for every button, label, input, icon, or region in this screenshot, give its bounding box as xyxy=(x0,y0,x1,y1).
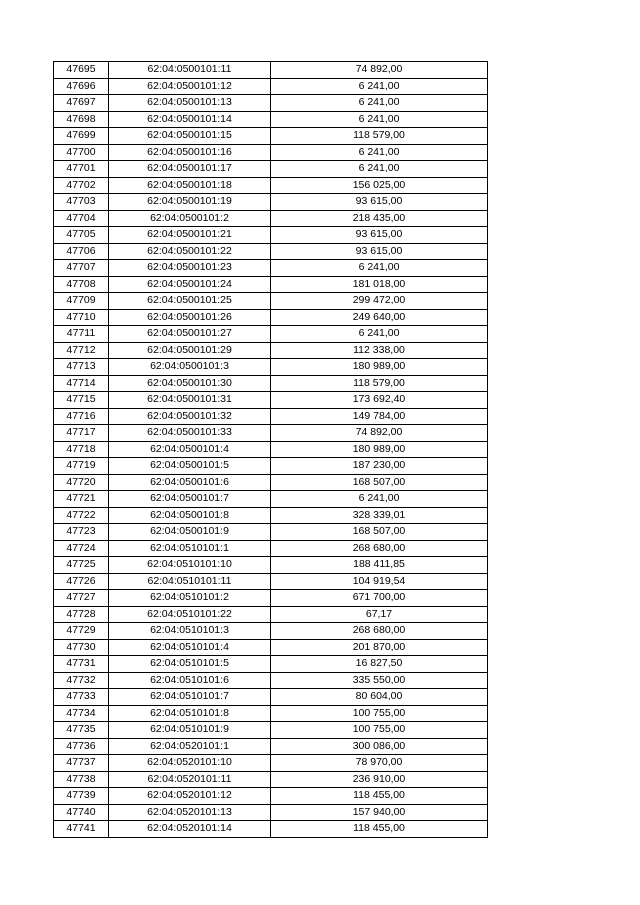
cadastral-number-cell: 62:04:0510101:10 xyxy=(109,557,271,574)
cadastral-number-cell: 62:04:0510101:2 xyxy=(109,590,271,607)
row-number-cell: 47727 xyxy=(54,590,109,607)
cadastral-number-cell: 62:04:0510101:6 xyxy=(109,672,271,689)
cadastral-number-cell: 62:04:0510101:22 xyxy=(109,606,271,623)
cadastral-value-cell: 299 472,00 xyxy=(271,293,488,310)
table-row xyxy=(54,62,488,79)
table-row xyxy=(54,788,488,805)
cadastral-value-cell: 236 910,00 xyxy=(271,771,488,788)
row-number-cell: 47713 xyxy=(54,359,109,376)
table-row xyxy=(54,557,488,574)
cadastral-value-cell: 335 550,00 xyxy=(271,672,488,689)
cadastral-number-cell: 62:04:0500101:23 xyxy=(109,260,271,277)
cadastral-number-cell: 62:04:0500101:6 xyxy=(109,474,271,491)
table-row xyxy=(54,738,488,755)
cadastral-value-table xyxy=(53,61,488,838)
row-number-cell: 47711 xyxy=(54,326,109,343)
table-row xyxy=(54,210,488,227)
table-body xyxy=(54,62,488,838)
row-number-cell: 47710 xyxy=(54,309,109,326)
row-number-cell: 47707 xyxy=(54,260,109,277)
row-number-cell: 47737 xyxy=(54,755,109,772)
table-row xyxy=(54,128,488,145)
cadastral-value-cell: 249 640,00 xyxy=(271,309,488,326)
row-number-cell: 47715 xyxy=(54,392,109,409)
table-row xyxy=(54,804,488,821)
cadastral-value-cell: 187 230,00 xyxy=(271,458,488,475)
cadastral-number-cell: 62:04:0500101:16 xyxy=(109,144,271,161)
cadastral-value-cell: 268 680,00 xyxy=(271,540,488,557)
table-row xyxy=(54,623,488,640)
cadastral-number-cell: 62:04:0500101:4 xyxy=(109,441,271,458)
cadastral-value-cell: 118 455,00 xyxy=(271,788,488,805)
cadastral-number-cell: 62:04:0510101:3 xyxy=(109,623,271,640)
row-number-cell: 47695 xyxy=(54,62,109,79)
cadastral-number-cell: 62:04:0510101:11 xyxy=(109,573,271,590)
cadastral-value-cell: 6 241,00 xyxy=(271,95,488,112)
cadastral-number-cell: 62:04:0500101:18 xyxy=(109,177,271,194)
row-number-cell: 47705 xyxy=(54,227,109,244)
cadastral-value-cell: 93 615,00 xyxy=(271,243,488,260)
row-number-cell: 47729 xyxy=(54,623,109,640)
row-number-cell: 47709 xyxy=(54,293,109,310)
table-row xyxy=(54,177,488,194)
row-number-cell: 47733 xyxy=(54,689,109,706)
table-row xyxy=(54,392,488,409)
cadastral-value-cell: 78 970,00 xyxy=(271,755,488,772)
cadastral-number-cell: 62:04:0500101:32 xyxy=(109,408,271,425)
row-number-cell: 47735 xyxy=(54,722,109,739)
cadastral-number-cell: 62:04:0500101:14 xyxy=(109,111,271,128)
cadastral-number-cell: 62:04:0500101:27 xyxy=(109,326,271,343)
table-row xyxy=(54,689,488,706)
row-number-cell: 47725 xyxy=(54,557,109,574)
table-row xyxy=(54,95,488,112)
cadastral-value-cell: 156 025,00 xyxy=(271,177,488,194)
cadastral-value-cell: 93 615,00 xyxy=(271,194,488,211)
row-number-cell: 47712 xyxy=(54,342,109,359)
table-row xyxy=(54,111,488,128)
cadastral-value-cell: 6 241,00 xyxy=(271,260,488,277)
cadastral-number-cell: 62:04:0510101:8 xyxy=(109,705,271,722)
cadastral-number-cell: 62:04:0500101:31 xyxy=(109,392,271,409)
row-number-cell: 47701 xyxy=(54,161,109,178)
cadastral-number-cell: 62:04:0520101:13 xyxy=(109,804,271,821)
cadastral-number-cell: 62:04:0520101:11 xyxy=(109,771,271,788)
table-row xyxy=(54,458,488,475)
cadastral-number-cell: 62:04:0510101:4 xyxy=(109,639,271,656)
row-number-cell: 47700 xyxy=(54,144,109,161)
row-number-cell: 47714 xyxy=(54,375,109,392)
row-number-cell: 47717 xyxy=(54,425,109,442)
cadastral-number-cell: 62:04:0500101:19 xyxy=(109,194,271,211)
cadastral-number-cell: 62:04:0500101:12 xyxy=(109,78,271,95)
cadastral-value-cell: 168 507,00 xyxy=(271,474,488,491)
table-row xyxy=(54,161,488,178)
cadastral-number-cell: 62:04:0500101:21 xyxy=(109,227,271,244)
table-row xyxy=(54,78,488,95)
row-number-cell: 47732 xyxy=(54,672,109,689)
cadastral-number-cell: 62:04:0510101:9 xyxy=(109,722,271,739)
table-row xyxy=(54,474,488,491)
table-row xyxy=(54,359,488,376)
cadastral-value-cell: 104 919,54 xyxy=(271,573,488,590)
cadastral-number-cell: 62:04:0520101:10 xyxy=(109,755,271,772)
row-number-cell: 47704 xyxy=(54,210,109,227)
row-number-cell: 47706 xyxy=(54,243,109,260)
cadastral-value-cell: 6 241,00 xyxy=(271,111,488,128)
cadastral-number-cell: 62:04:0500101:9 xyxy=(109,524,271,541)
cadastral-number-cell: 62:04:0500101:25 xyxy=(109,293,271,310)
cadastral-value-cell: 328 339,01 xyxy=(271,507,488,524)
cadastral-value-cell: 300 086,00 xyxy=(271,738,488,755)
row-number-cell: 47730 xyxy=(54,639,109,656)
cadastral-value-cell: 201 870,00 xyxy=(271,639,488,656)
cadastral-value-cell: 93 615,00 xyxy=(271,227,488,244)
row-number-cell: 47696 xyxy=(54,78,109,95)
row-number-cell: 47724 xyxy=(54,540,109,557)
cadastral-value-cell: 173 692,40 xyxy=(271,392,488,409)
cadastral-number-cell: 62:04:0500101:7 xyxy=(109,491,271,508)
table-row xyxy=(54,821,488,838)
table-row xyxy=(54,524,488,541)
row-number-cell: 47697 xyxy=(54,95,109,112)
row-number-cell: 47708 xyxy=(54,276,109,293)
table-row xyxy=(54,722,488,739)
row-number-cell: 47720 xyxy=(54,474,109,491)
cadastral-value-cell: 118 579,00 xyxy=(271,128,488,145)
row-number-cell: 47702 xyxy=(54,177,109,194)
cadastral-number-cell: 62:04:0500101:2 xyxy=(109,210,271,227)
row-number-cell: 47738 xyxy=(54,771,109,788)
row-number-cell: 47719 xyxy=(54,458,109,475)
cadastral-value-cell: 671 700,00 xyxy=(271,590,488,607)
cadastral-number-cell: 62:04:0500101:15 xyxy=(109,128,271,145)
table-row xyxy=(54,639,488,656)
table-row xyxy=(54,326,488,343)
document-page xyxy=(53,61,487,838)
row-number-cell: 47703 xyxy=(54,194,109,211)
table-row xyxy=(54,243,488,260)
cadastral-value-cell: 6 241,00 xyxy=(271,491,488,508)
cadastral-value-cell: 67,17 xyxy=(271,606,488,623)
cadastral-value-cell: 74 892,00 xyxy=(271,62,488,79)
cadastral-number-cell: 62:04:0500101:26 xyxy=(109,309,271,326)
cadastral-number-cell: 62:04:0520101:1 xyxy=(109,738,271,755)
table-row xyxy=(54,293,488,310)
cadastral-value-cell: 118 455,00 xyxy=(271,821,488,838)
cadastral-number-cell: 62:04:0500101:5 xyxy=(109,458,271,475)
row-number-cell: 47741 xyxy=(54,821,109,838)
cadastral-value-cell: 218 435,00 xyxy=(271,210,488,227)
cadastral-value-cell: 268 680,00 xyxy=(271,623,488,640)
table-row xyxy=(54,260,488,277)
table-row xyxy=(54,441,488,458)
row-number-cell: 47716 xyxy=(54,408,109,425)
table-row xyxy=(54,227,488,244)
cadastral-number-cell: 62:04:0500101:8 xyxy=(109,507,271,524)
table-row xyxy=(54,375,488,392)
cadastral-value-cell: 168 507,00 xyxy=(271,524,488,541)
cadastral-value-cell: 100 755,00 xyxy=(271,722,488,739)
row-number-cell: 47740 xyxy=(54,804,109,821)
row-number-cell: 47721 xyxy=(54,491,109,508)
cadastral-value-cell: 16 827,50 xyxy=(271,656,488,673)
cadastral-value-cell: 180 989,00 xyxy=(271,441,488,458)
table-row xyxy=(54,276,488,293)
table-row xyxy=(54,672,488,689)
row-number-cell: 47698 xyxy=(54,111,109,128)
cadastral-value-cell: 118 579,00 xyxy=(271,375,488,392)
cadastral-number-cell: 62:04:0520101:12 xyxy=(109,788,271,805)
cadastral-number-cell: 62:04:0500101:13 xyxy=(109,95,271,112)
cadastral-value-cell: 180 989,00 xyxy=(271,359,488,376)
cadastral-number-cell: 62:04:0510101:5 xyxy=(109,656,271,673)
cadastral-value-cell: 181 018,00 xyxy=(271,276,488,293)
cadastral-number-cell: 62:04:0500101:29 xyxy=(109,342,271,359)
cadastral-number-cell: 62:04:0510101:7 xyxy=(109,689,271,706)
table-row xyxy=(54,540,488,557)
cadastral-number-cell: 62:04:0500101:30 xyxy=(109,375,271,392)
row-number-cell: 47726 xyxy=(54,573,109,590)
table-row xyxy=(54,656,488,673)
row-number-cell: 47734 xyxy=(54,705,109,722)
cadastral-number-cell: 62:04:0520101:14 xyxy=(109,821,271,838)
table-row xyxy=(54,705,488,722)
row-number-cell: 47736 xyxy=(54,738,109,755)
cadastral-number-cell: 62:04:0510101:1 xyxy=(109,540,271,557)
cadastral-value-cell: 74 892,00 xyxy=(271,425,488,442)
cadastral-value-cell: 188 411,85 xyxy=(271,557,488,574)
row-number-cell: 47723 xyxy=(54,524,109,541)
table-row xyxy=(54,573,488,590)
cadastral-number-cell: 62:04:0500101:17 xyxy=(109,161,271,178)
cadastral-value-cell: 6 241,00 xyxy=(271,161,488,178)
row-number-cell: 47739 xyxy=(54,788,109,805)
table-row xyxy=(54,755,488,772)
table-row xyxy=(54,507,488,524)
cadastral-number-cell: 62:04:0500101:22 xyxy=(109,243,271,260)
table-row xyxy=(54,771,488,788)
cadastral-number-cell: 62:04:0500101:33 xyxy=(109,425,271,442)
cadastral-number-cell: 62:04:0500101:11 xyxy=(109,62,271,79)
cadastral-value-cell: 157 940,00 xyxy=(271,804,488,821)
cadastral-value-cell: 100 755,00 xyxy=(271,705,488,722)
table-row xyxy=(54,491,488,508)
row-number-cell: 47718 xyxy=(54,441,109,458)
table-row xyxy=(54,144,488,161)
row-number-cell: 47728 xyxy=(54,606,109,623)
table-row xyxy=(54,309,488,326)
cadastral-value-cell: 80 604,00 xyxy=(271,689,488,706)
cadastral-number-cell: 62:04:0500101:3 xyxy=(109,359,271,376)
table-row xyxy=(54,342,488,359)
table-row xyxy=(54,590,488,607)
table-row xyxy=(54,194,488,211)
table-row xyxy=(54,408,488,425)
cadastral-value-cell: 6 241,00 xyxy=(271,144,488,161)
cadastral-value-cell: 149 784,00 xyxy=(271,408,488,425)
row-number-cell: 47699 xyxy=(54,128,109,145)
cadastral-value-cell: 6 241,00 xyxy=(271,78,488,95)
table-row xyxy=(54,606,488,623)
table-row xyxy=(54,425,488,442)
cadastral-value-cell: 6 241,00 xyxy=(271,326,488,343)
row-number-cell: 47722 xyxy=(54,507,109,524)
cadastral-number-cell: 62:04:0500101:24 xyxy=(109,276,271,293)
row-number-cell: 47731 xyxy=(54,656,109,673)
cadastral-value-cell: 112 338,00 xyxy=(271,342,488,359)
